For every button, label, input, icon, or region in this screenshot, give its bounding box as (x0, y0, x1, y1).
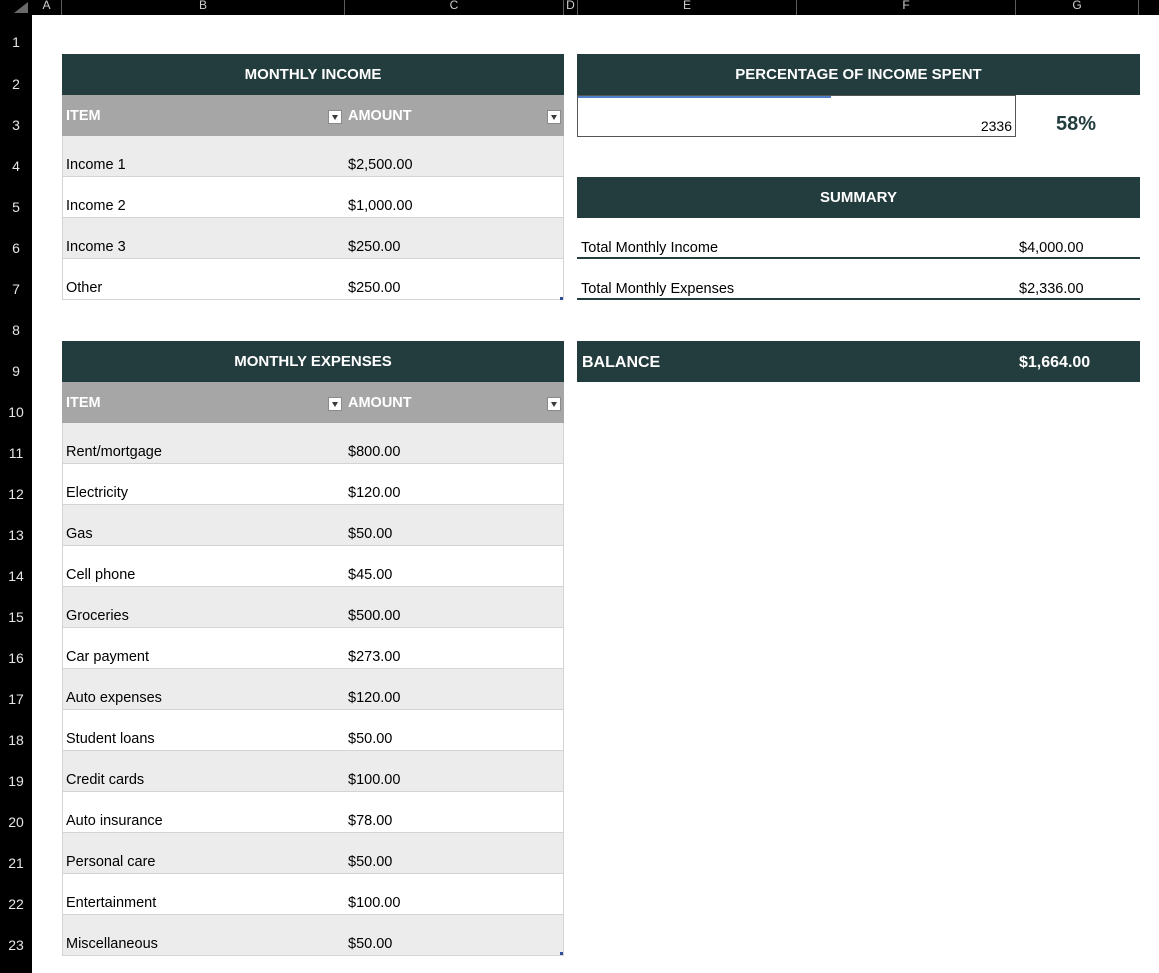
expense-item-cell: Rent/mortgage (66, 444, 162, 460)
summary-label: Total Monthly Expenses (581, 281, 735, 297)
select-all-corner[interactable] (0, 0, 32, 15)
income-item-filter-dropdown-icon[interactable] (328, 110, 342, 124)
expense-row[interactable] (62, 505, 564, 546)
income-table-header (62, 95, 564, 136)
income-row[interactable] (62, 136, 564, 177)
summary-label: Total Monthly Income (581, 240, 719, 256)
expense-amount-cell: $50.00 (348, 936, 393, 952)
income-row[interactable] (62, 177, 564, 218)
expense-item-cell: Cell phone (66, 567, 136, 583)
income-col-item: ITEM (66, 108, 101, 124)
row-header-1[interactable]: 1 (12, 34, 20, 50)
expenses-title: MONTHLY EXPENSES (234, 353, 392, 370)
expense-item-cell: Gas (66, 526, 93, 542)
percentage-value: 58% (1056, 113, 1097, 135)
column-header-a[interactable]: A (32, 0, 62, 15)
summary-value: $4,000.00 (1019, 240, 1084, 256)
expense-amount-cell: $100.00 (348, 895, 401, 911)
row-header-8[interactable]: 8 (12, 322, 20, 338)
expense-amount-cell: $50.00 (348, 526, 393, 542)
expense-amount-cell: $45.00 (348, 567, 393, 583)
row-header-21[interactable]: 21 (8, 855, 24, 871)
expense-item-cell: Credit cards (66, 772, 145, 788)
row-header-22[interactable]: 22 (8, 896, 24, 912)
percentage-bar-fill (578, 96, 831, 98)
income-item-cell: Income 3 (66, 239, 126, 255)
row-header-19[interactable]: 19 (8, 773, 24, 789)
summary-row-expenses[interactable] (577, 259, 1140, 300)
income-amount-filter-dropdown-icon[interactable] (547, 110, 561, 124)
row-header-9[interactable]: 9 (12, 363, 20, 379)
expense-amount-cell: $120.00 (348, 690, 401, 706)
income-amount-cell: $1,000.00 (348, 198, 413, 214)
row-header-bar (0, 15, 32, 973)
expense-row[interactable] (62, 915, 564, 956)
expense-amount-cell: $800.00 (348, 444, 401, 460)
expense-amount-cell: $120.00 (348, 485, 401, 501)
expense-row[interactable] (62, 792, 564, 833)
row-header-18[interactable]: 18 (8, 732, 24, 748)
income-amount-cell: $2,500.00 (348, 157, 413, 173)
income-amount-cell: $250.00 (348, 239, 401, 255)
row-header-10[interactable]: 10 (8, 404, 24, 420)
summary-value: $2,336.00 (1019, 281, 1084, 297)
row-header-15[interactable]: 15 (8, 609, 24, 625)
income-item-cell: Income 1 (66, 157, 126, 173)
expense-amount-cell: $50.00 (348, 731, 393, 747)
balance-label: BALANCE (582, 354, 661, 371)
percentage-title-band (577, 54, 1140, 95)
worksheet-grid[interactable] (32, 15, 1159, 973)
column-header-f[interactable]: F (797, 0, 1016, 15)
expense-item-cell: Auto expenses (66, 690, 162, 706)
column-header-bar (0, 0, 1159, 15)
row-header-23[interactable]: 23 (8, 937, 24, 953)
column-header-b[interactable]: B (62, 0, 345, 15)
expenses-table-resize-handle[interactable] (560, 952, 563, 955)
expense-row[interactable] (62, 833, 564, 874)
column-header-e[interactable]: E (578, 0, 797, 15)
column-header-c[interactable]: C (345, 0, 564, 15)
expenses-item-filter-dropdown-icon[interactable] (328, 397, 342, 411)
row-header-4[interactable]: 4 (12, 158, 20, 174)
expense-row[interactable] (62, 874, 564, 915)
expense-row[interactable] (62, 587, 564, 628)
balance-band[interactable] (577, 341, 1140, 382)
income-title: MONTHLY INCOME (244, 66, 382, 83)
select-all-triangle-icon[interactable] (14, 2, 28, 13)
expense-row[interactable] (62, 464, 564, 505)
row-header-3[interactable]: 3 (12, 117, 20, 133)
percentage-title: PERCENTAGE OF INCOME SPENT (735, 66, 982, 83)
expense-amount-cell: $273.00 (348, 649, 401, 665)
expense-row[interactable] (62, 669, 564, 710)
expense-item-cell: Miscellaneous (66, 936, 158, 952)
row-header-12[interactable]: 12 (8, 486, 24, 502)
row-header-2[interactable]: 2 (12, 76, 20, 92)
expense-amount-cell: $500.00 (348, 608, 401, 624)
expenses-amount-filter-dropdown-icon[interactable] (547, 397, 561, 411)
expense-row[interactable] (62, 751, 564, 792)
expense-row[interactable] (62, 423, 564, 464)
expense-item-cell: Student loans (66, 731, 155, 747)
income-item-cell: Income 2 (66, 198, 126, 214)
expenses-col-amount: AMOUNT (348, 395, 412, 411)
expense-row[interactable] (62, 546, 564, 587)
income-item-cell: Other (66, 280, 103, 296)
expense-item-cell: Auto insurance (66, 813, 163, 829)
expenses-col-item: ITEM (66, 395, 101, 411)
row-header-13[interactable]: 13 (8, 527, 24, 543)
expense-amount-cell: $78.00 (348, 813, 393, 829)
income-amount-cell: $250.00 (348, 280, 401, 296)
expense-item-cell: Personal care (66, 854, 156, 870)
percentage-bar-value: 2336 (980, 118, 1012, 134)
income-row[interactable] (62, 218, 564, 259)
income-row[interactable] (62, 259, 564, 300)
expense-item-cell: Entertainment (66, 895, 157, 911)
expense-row[interactable] (62, 710, 564, 751)
income-col-amount: AMOUNT (348, 108, 412, 124)
summary-row-income[interactable] (577, 218, 1140, 259)
balance-value: $1,664.00 (1019, 354, 1091, 371)
expense-amount-cell: $100.00 (348, 772, 401, 788)
row-header-5[interactable]: 5 (12, 199, 20, 215)
row-header-20[interactable]: 20 (8, 814, 24, 830)
expense-row[interactable] (62, 628, 564, 669)
income-table-resize-handle[interactable] (560, 297, 563, 300)
expense-item-cell: Car payment (66, 649, 150, 665)
summary-title: SUMMARY (820, 189, 897, 206)
row-header-11[interactable]: 11 (8, 445, 24, 461)
row-header-7[interactable]: 7 (12, 281, 20, 297)
expenses-title-band (62, 341, 564, 382)
expense-amount-cell: $50.00 (348, 854, 393, 870)
row-header-6[interactable]: 6 (12, 240, 20, 256)
row-header-16[interactable]: 16 (8, 650, 24, 666)
income-title-band (62, 54, 564, 95)
column-header-g[interactable]: G (1016, 0, 1139, 15)
expenses-table-header (62, 382, 564, 423)
column-header-d[interactable]: D (564, 0, 578, 15)
expense-item-cell: Groceries (66, 608, 129, 624)
row-header-17[interactable]: 17 (8, 691, 24, 707)
row-header-14[interactable]: 14 (8, 568, 24, 584)
percentage-data-bar (577, 95, 1016, 137)
expense-item-cell: Electricity (66, 485, 129, 501)
summary-title-band (577, 177, 1140, 218)
